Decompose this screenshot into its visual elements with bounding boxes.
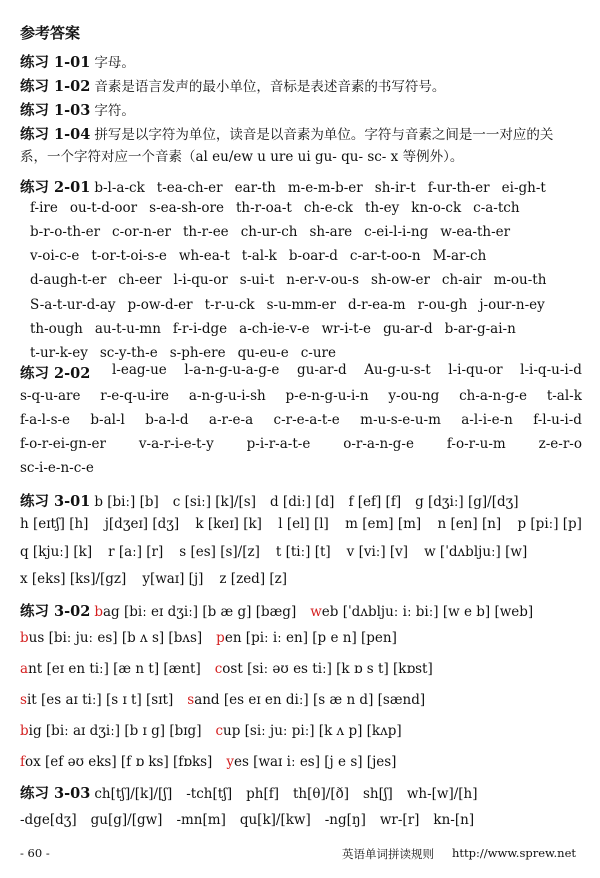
exercise-label: 练习 3-03 [20,785,91,802]
text-row [20,754,582,770]
spelling-word: qu-eu-e [237,345,289,361]
spelling-word: ou-t-d-oor [69,200,138,216]
text-row [30,297,592,313]
spelling-word: t-ea-ch-er [156,180,223,196]
letter-combo: sh[ʃ] [362,786,393,802]
text-row [30,272,592,288]
word-breakdown [216,630,397,646]
answer-1-03 [20,100,580,122]
spelling-word: wr-i-t-e [321,321,372,337]
spelling-word: n-er-v-ou-s [286,272,360,288]
spelling-word: m-ou-th [493,272,547,288]
spelling-word: a-n-g-u-i-sh [188,388,266,404]
breakdown-text: ig [biː aɪ dʒiː] [b ɪ g] [bɪg] [28,723,202,739]
exercise-label: 练习 3-02 [20,603,91,620]
spelling-word: r-ou-gh [417,297,468,313]
letter-entry: m [em] [m] [345,516,422,532]
letter-entry: b [biː] [b] [94,494,159,510]
page-number: - 60 - [20,846,50,860]
letter-entry: y[waɪ] [j] [142,571,204,587]
spelling-word: l-a-n-g-u-a-g-e [184,362,280,378]
highlighted-letter: b [94,604,103,620]
letter-combo: th[θ]/[ð] [292,786,349,802]
highlighted-letter: c [214,661,223,677]
word-breakdown [20,661,201,677]
letter-entry: s [es] [s]/[z] [179,544,260,560]
text-row [20,176,582,197]
spelling-word: ei-gh-t [501,180,546,196]
spelling-word: t-ur-k-ey [30,345,88,361]
answer-text: 字母。 [94,55,135,71]
highlighted-letter: a [20,661,29,677]
text-row [20,460,582,476]
highlighted-letter: b [20,630,29,646]
word-breakdown [310,604,533,620]
spelling-word: Au-g-u-s-t [364,362,431,378]
letter-entry: g [dʒiː] [g]/[dʒ] [415,494,519,510]
answer-text: 音素是语言发声的最小单位，音标是表述音素的书写符号。 [94,79,446,95]
highlighted-letter: f [20,754,25,770]
spelling-word: z-e-r-o [538,436,582,452]
spelling-word: c-ure [300,345,336,361]
text-row [20,692,582,708]
spelling-word: a-ch-ie-v-e [239,321,310,337]
footer-title: 英语单词拼读规则 [342,847,434,861]
spelling-word: s-q-u-are [20,388,81,404]
text-row [20,362,582,383]
spelling-word: t-al-k [241,248,277,264]
letter-combo: qu[k]/[kw] [239,812,311,828]
spelling-word: sh-are [309,224,353,240]
spelling-word: ch-ur-ch [240,224,298,240]
letter-entry: x [eks] [ks]/[gz] [20,571,127,587]
spelling-word: f-r-i-dge [172,321,228,337]
spelling-word: b-a-l-d [145,412,189,428]
letter-entry: z [zed] [z] [219,571,288,587]
answer-1-02 [20,76,580,98]
spelling-word: th-ough [30,321,83,337]
spelling-word: th-ey [364,200,400,216]
answer-text: 字符。 [94,103,135,119]
highlighted-letter: s [187,692,195,708]
breakdown-text: ox [ef əʊ eks] [f ɒ ks] [fɒks] [25,754,213,770]
breakdown-text: nt [eɪ en tiː] [æ n t] [ænt] [28,661,201,677]
letter-entry: q [kjuː] [k] [20,544,93,560]
letter-combo: gu[g]/[gw] [90,812,163,828]
spelling-word: a-l-i-e-n [461,412,513,428]
letter-entry: k [keɪ] [k] [195,516,262,532]
letter-entry: d [diː] [d] [270,494,335,510]
text-row [20,516,582,532]
letter-combo: wr-[r] [379,812,420,828]
spelling-word: a-r-e-a [208,412,254,428]
exercise-label: 练习 3-01 [20,493,91,510]
spelling-word: ch-air [441,272,482,288]
spelling-word: b-oar-d [288,248,338,264]
highlighted-letter: b [20,723,29,739]
text-row [20,490,582,511]
spelling-word: v-a-r-i-e-t-y [138,436,214,452]
word-breakdown [20,754,212,770]
spelling-word: d-r-ea-m [347,297,406,313]
letter-combo: kn-[n] [433,812,475,828]
spelling-word: ch-e-ck [303,200,353,216]
spelling-word: sh-ow-er [371,272,430,288]
letter-entry: j[dʒeɪ] [dʒ] [104,516,180,532]
exercise-label: 练习 1-04 [20,126,91,143]
spelling-word: S-a-t-ur-d-ay [30,297,116,313]
spelling-word: b-r-o-th-er [30,224,101,240]
letter-combo: wh-[w]/[h] [406,786,478,802]
spelling-word: t-r-u-ck [204,297,255,313]
answer-1-01 [20,52,580,74]
breakdown-text: eb [ˈdʌbljuː iː biː] [w e b] [web] [321,604,534,620]
letter-combo: -mn[m] [176,812,226,828]
spelling-word: f-l-u-i-d [533,412,582,428]
answer-text: 拼写是以字符为单位，读音是以音素为单位。字符与音素之间是一一对应的关系，一个字符对应一个音素（al eu/ew u ure ui gu- qu- sc- x 等例外）。 [20,127,554,165]
spelling-word: s-ui-t [239,272,275,288]
spelling-word: gu-ar-d [383,321,433,337]
spelling-word: b-l-a-ck [94,180,145,196]
letter-combo: -tch[tʃ] [186,786,233,802]
spelling-word: sh-ir-t [374,180,416,196]
spelling-word: t-al-k [546,388,582,404]
text-row [30,224,592,240]
word-breakdown [94,604,296,620]
spelling-word: f-o-r-u-m [446,436,506,452]
text-row [20,723,582,739]
spelling-word: ear-th [234,180,276,196]
letter-combo: ph[f] [246,786,279,802]
spelling-word: c-ei-l-i-ng [364,224,429,240]
word-breakdown [20,630,202,646]
letter-entry: l [el] [l] [278,516,329,532]
breakdown-text: up [siː juː piː] [k ʌ p] [kʌp] [223,723,402,739]
page-heading: 参考答案 [20,24,81,42]
text-row [30,200,592,216]
letter-entry: p [piː] [p] [517,516,582,532]
exercise-label: 练习 2-01 [20,179,91,196]
text-row [20,782,582,803]
spelling-word: c-r-e-a-t-e [273,412,340,428]
text-row [20,600,582,621]
spelling-word: sc-y-th-e [99,345,158,361]
spelling-word: m-e-m-b-er [287,180,363,196]
spelling-word: p-ow-d-er [127,297,193,313]
text-row [30,248,592,264]
word-breakdown [187,692,425,708]
spelling-word: c-or-n-er [112,224,171,240]
letter-entry: w [ˈdʌbljuː] [w] [424,544,528,560]
letter-entry: c [siː] [k]/[s] [172,494,256,510]
spelling-word: sc-i-e-n-c-e [20,460,94,476]
breakdown-text: ag [biː eɪ dʒiː] [b æ g] [bæg] [103,604,297,620]
word-breakdown [226,754,396,770]
spelling-word: p-e-n-g-u-i-n [285,388,369,404]
spelling-word: wh-ea-t [178,248,230,264]
text-row [20,412,582,428]
word-breakdown [20,692,173,708]
spelling-word: r-e-q-u-ire [100,388,170,404]
letter-entry: t [tiː] [t] [275,544,331,560]
text-row [20,812,582,828]
spelling-word: kn-o-ck [411,200,462,216]
spelling-word: f-a-l-s-e [20,412,71,428]
exercise-label: 练习 1-01 [20,54,91,71]
footer-url: http://www.sprew.net [452,846,576,860]
spelling-word: th-r-oa-t [235,200,292,216]
spelling-word: s-ph-ere [169,345,226,361]
spelling-word: p-i-r-a-t-e [246,436,311,452]
word-breakdown [215,661,433,677]
spelling-word: f-ire [30,200,58,216]
breakdown-text: and [es eɪ en diː] [s æ n d] [sænd] [194,692,426,708]
spelling-word: c-ar-t-oo-n [349,248,421,264]
spelling-word: s-u-mm-er [266,297,336,313]
breakdown-text: en [piː iː en] [p e n] [pen] [224,630,397,646]
spelling-word: l-i-q-u-i-d [520,362,582,378]
spelling-word: w-ea-th-er [440,224,511,240]
highlighted-letter: c [215,723,224,739]
spelling-word: ch-eer [118,272,162,288]
highlighted-letter: p [216,630,225,646]
text-row [20,571,582,587]
spelling-word: l-eag-ue [111,362,167,378]
spelling-word: t-or-t-oi-s-e [91,248,167,264]
text-row [30,345,592,361]
letter-combo: -dge[dʒ] [20,812,77,828]
spelling-word: th-r-ee [183,224,229,240]
letter-entry: h [eɪtʃ] [h] [20,516,89,532]
exercise-label: 练习 1-02 [20,78,91,95]
text-row [20,630,582,646]
text-row [20,544,582,560]
spelling-word: au-t-u-mn [94,321,161,337]
breakdown-text: ost [siː əʊ es tiː] [k ɒ s t] [kɒst] [222,661,433,677]
spelling-word: y-ou-ng [388,388,440,404]
word-breakdown [20,723,201,739]
letter-combo: -ng[ŋ] [324,812,366,828]
breakdown-text: es [waɪ iː es] [j e s] [jes] [233,754,397,770]
spelling-word: o-r-a-n-g-e [343,436,414,452]
highlighted-letter: y [226,754,234,770]
spelling-word: f-o-r-ei-gn-er [20,436,106,452]
word-breakdown [215,723,401,739]
text-row [20,436,582,452]
spelling-word: b-ar-g-ai-n [444,321,516,337]
spelling-word: f-ur-th-er [427,180,490,196]
highlighted-letter: s [20,692,27,708]
spelling-word: M-ar-ch [432,248,487,264]
spelling-word: gu-ar-d [297,362,347,378]
letter-entry: f [ef] [f] [348,494,402,510]
exercise-label: 练习 1-03 [20,102,91,119]
answer-1-04 [20,124,580,168]
highlighted-letter: w [310,604,322,620]
spelling-word: l-i-qu-or [173,272,228,288]
spelling-word: m-u-s-e-u-m [360,412,441,428]
letter-entry: n [en] [n] [437,516,502,532]
letter-combo: ch[tʃ]/[k]/[ʃ] [94,786,173,802]
text-row [30,321,592,337]
exercise-label: 练习 2-02 [20,365,91,382]
spelling-word: s-ea-sh-ore [149,200,224,216]
text-row [20,388,582,404]
spelling-word: l-i-qu-or [448,362,503,378]
spelling-word: j-our-n-ey [479,297,545,313]
letter-entry: v [viː] [v] [346,544,409,560]
letter-entry: r [aː] [r] [108,544,164,560]
spelling-word: ch-a-n-g-e [459,388,527,404]
breakdown-text: it [es aɪ tiː] [s ɪ t] [sɪt] [26,692,174,708]
text-row [20,661,582,677]
spelling-word: v-oi-c-e [30,248,80,264]
spelling-word: c-a-tch [473,200,520,216]
breakdown-text: us [biː juː es] [b ʌ s] [bʌs] [28,630,203,646]
spelling-word: d-augh-t-er [30,272,107,288]
spelling-word: b-al-l [90,412,125,428]
